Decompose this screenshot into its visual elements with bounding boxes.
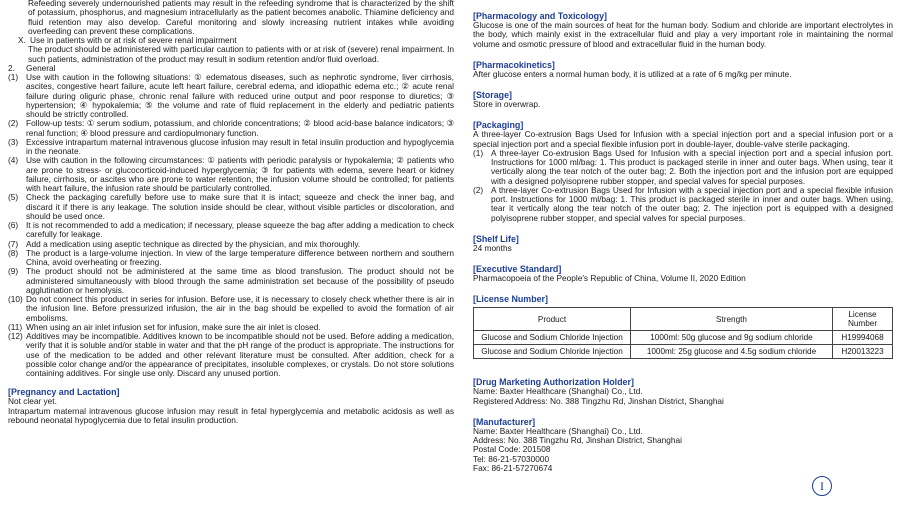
- spacer: [473, 359, 893, 377]
- list-item: [8, 267, 454, 295]
- list-item: [8, 73, 454, 119]
- list-item-text: Add a medication using aseptic technique as directed by the physician, and mix thoroughly.: [26, 238, 361, 249]
- list-item: [8, 295, 454, 323]
- spacer: [473, 79, 893, 90]
- list-item-text: Check the packaging carefully before use to make sure that it is intact; squeeze and check the inner bag, and discard it if there is any leakage. The solution inside should be clear, without visible particles or discoloration, and should be used once.: [26, 192, 454, 221]
- pregnancy-line-2: Intrapartum maternal intravenous glucose infusion may result in fetal hyperglycemia and metabolic acidosis as well as rebound neonatal hypoglycemia due to fetal insulin production.: [8, 405, 454, 425]
- item-x-body: The product should be administered with particular caution to patients with or at risk of (severe) renal impairment. In such patients, administration of the product may result in sodium retention and/or fluid overload.: [28, 44, 454, 64]
- list-item-number: (2): [8, 118, 19, 129]
- table-cell: 1000ml: 50g glucose and 9g sodium chloride: [631, 331, 833, 345]
- list-item-number: (4): [8, 155, 19, 166]
- list-item-text: It is not recommended to add a medication; if necessary, please squeeze the bag after adding a medication to check carefully for leakage.: [26, 220, 454, 240]
- spacer: [473, 253, 893, 264]
- spacer: [473, 283, 893, 294]
- holder-name: Name: Baxter Healthcare (Shanghai) Co., Ltd.: [473, 386, 643, 397]
- list-item-number: (9): [8, 266, 19, 277]
- pregnancy-line-1: Not clear yet.: [8, 396, 57, 407]
- list-item: [8, 156, 454, 193]
- page-mark-circle: I: [812, 476, 832, 496]
- pharmacology-text: Glucose is one of the main sources of heat for the human body. Sodium and chloride are important electrolytes in the body, which mainly exist in the extracellular fluid and play a very important role in maintaining the normal volume and osmotic pressure of blood and extracellular fluid in the human body.: [473, 20, 893, 49]
- list-item-number: (12): [8, 331, 23, 341]
- table-cell: Glucose and Sodium Chloride Injection: [474, 345, 631, 359]
- spacer: [473, 109, 893, 120]
- list-item: [8, 332, 454, 378]
- list-item-text: Additives may be incompatible. Additives known to be incompatible should not be used. Before adding a medication, verify that it is soluble and/or stable in water and that the pH range of the product is appropriate. The instructions for use of the medication to be added and other relevant literature must be consulted. After addition, check for a possible color change and/or the appearance of precipitates, insoluble complexes, or crystals. Do not store solutions containing additives. For single use only. Discard any unused portion.: [26, 331, 454, 378]
- manufacturer-address: Address: No. 388 Tingzhu Rd, Jinshan District, Shanghai: [473, 435, 682, 445]
- list-item-number: (3): [8, 136, 19, 147]
- list-item-text: Follow-up tests: ① serum sodium, potassium, and chloride concentrations; ② blood acid-base balance indicators; ③ renal function; ④ blood pressure and cardiopulmonary function.: [26, 118, 454, 138]
- executive-standard-heading: [Executive Standard]: [473, 264, 562, 274]
- packaging-item-number: (2): [473, 184, 484, 195]
- table-cell: Glucose and Sodium Chloride Injection: [474, 331, 631, 345]
- list-item-number: (11): [8, 321, 23, 332]
- table-row: [474, 345, 893, 359]
- table-cell: H19994068: [833, 331, 893, 345]
- right-column: [473, 11, 893, 473]
- packaging-text: A three-layer Co-extrusion Bags Used for Infusion with a special injection port and a special infusion port or a special injection port and a special flexible infusion port in double-layer, double-valve sterile packaging.: [473, 129, 893, 149]
- list-item-number: (5): [8, 192, 19, 203]
- list-item-number: (10): [8, 294, 23, 304]
- list-item-number: (7): [8, 238, 19, 249]
- license-table-header-row: [474, 308, 893, 331]
- spacer: [473, 406, 893, 417]
- item-x-title: Use in patients with or at risk of severe renal impairment: [30, 35, 237, 45]
- pharmacokinetics-text: After glucose enters a normal human body, it is utilized at a rate of 6 mg/kg per minute.: [473, 68, 792, 79]
- list-item: [8, 138, 454, 157]
- manufacturer-tel: Tel: 86-21-57030000: [473, 453, 550, 464]
- manufacturer-heading: [Manufacturer]: [473, 416, 536, 427]
- pregnancy-heading: [Pregnancy and Lactation]: [8, 387, 120, 398]
- table-row: [474, 331, 893, 345]
- list-item: [8, 221, 454, 240]
- list-item-text: The product should not be administered at the same time as blood transfusion. The product should not be administered simultaneously with blood through the same administration set because of the possibility of pseudo agglutination or hemolysis.: [26, 266, 454, 295]
- list-item-number: (1): [8, 72, 19, 82]
- list-item-text: Excessive intrapartum maternal intravenous glucose infusion may result in fetal insulin production and hypoglycemia in the neonate.: [26, 136, 454, 156]
- spacer: [473, 49, 893, 60]
- license-col-product: Product: [474, 308, 631, 331]
- pharmacology-heading: [Pharmacology and Toxicology]: [473, 11, 607, 21]
- general-number: 2.: [8, 62, 15, 73]
- storage-text: Store in overwrap.: [473, 99, 541, 109]
- holder-heading: [Drug Marketing Authorization Holder]: [473, 377, 634, 388]
- pharmacokinetics-heading: [Pharmacokinetics]: [473, 59, 555, 70]
- spacer: [8, 378, 454, 387]
- list-item-text: When using an air inlet infusion set for infusion, make sure the air inlet is closed.: [26, 321, 321, 332]
- list-item-number: (6): [8, 220, 19, 230]
- item-x-number: X.: [18, 35, 26, 45]
- license-number-heading: [License Number]: [473, 294, 548, 305]
- list-item: [8, 193, 454, 221]
- packaging-item: [473, 149, 893, 186]
- packaging-item: [473, 186, 893, 223]
- list-item-text: The product is a large-volume injection. In view of the large temperature difference between northern and southern China, avoid overheating or freezing.: [26, 247, 454, 267]
- packaging-item-text: A three-layer Co-extrusion Bags Used for Infusion with a special injection port and a special infusion port. Instructions for 1000 ml/bag: 1. This product is packaged sterile in inner and outer bags. When using, tear it vertically along the tear notch of the outer bag; 2. Both the injection port and the infusion port are equipped with a designed polyisoprene rubber stopper, and special valves for special purposes.: [491, 147, 893, 186]
- executive-standard-text: Pharmacopoeia of the People's Republic of China, Volume II, 2020 Edition: [473, 273, 746, 283]
- table-cell: H20013223: [833, 345, 893, 359]
- packaging-heading: [Packaging]: [473, 120, 524, 131]
- shelf-life-text: 24 months: [473, 242, 512, 253]
- table-cell: 1000ml: 25g glucose and 4.5g sodium chloride: [631, 345, 833, 359]
- license-col-strength: Strength: [631, 308, 833, 331]
- storage-heading: [Storage]: [473, 90, 512, 100]
- list-item: [8, 119, 454, 138]
- license-table: [473, 307, 893, 359]
- general-list: [8, 73, 454, 378]
- packaging-item-number: (1): [473, 147, 484, 158]
- refeeding-paragraph: Refeeding severely undernourished patients may result in the refeeding syndrome that is characterized by the shift of potassium, phosphorus, and magnesium intracellularly as the patient becomes anabolic. Thiamine deficiency and fluid retention may also develop. Careful monitoring and slowly increasing nutrient intakes while avoiding overfeeding can prevent these complications.: [28, 0, 454, 36]
- list-item-text: Use with caution in the following situations: ① edematous diseases, such as nephrotic syndrome, liver cirrhosis, ascites, congestive heart failure, acute left heart failure, cerebral edema, and idiopathic edema etc.; ② acute renal failure during oliguric phase, chronic renal failure with reduced urine output and poor response to diuretics; ③ hypertension; ④ hypokalemia; ⑤ the volume and rate of fluid replacement in the elderly and pediatric patients should be strictly controlled.: [26, 72, 454, 119]
- license-col-number: License Number: [833, 308, 893, 331]
- manufacturer-postal-code: Postal Code: 201508: [473, 444, 551, 455]
- list-item-text: Use with caution in the following circumstances: ① patients with periodic paralysis or hypokalemia; ② patients who are prone to stress- or glucocorticoid-induced hyperglycemia; ③ for patients with edema, severe heart or kidney failure, cirrhosis, or ascites who are prone to water retention, the infusion volume should be controlled; for patients with heart failure, the infusion rate should be particularly controlled.: [26, 155, 454, 193]
- spacer: [473, 223, 893, 234]
- list-item: [8, 249, 454, 268]
- shelf-life-heading: [Shelf Life]: [473, 233, 519, 244]
- manufacturer-name: Name: Baxter Healthcare (Shanghai) Co., Ltd.: [473, 425, 643, 436]
- general-label: General: [26, 62, 56, 73]
- holder-address: Registered Address: No. 388 Tingzhu Rd, Jinshan District, Shanghai: [473, 395, 724, 406]
- manufacturer-fax: Fax: 86-21-57270674: [473, 462, 553, 473]
- list-item-number: (8): [8, 247, 19, 258]
- left-column: [8, 0, 454, 425]
- list-item-text: Do not connect this product in series for infusion. Before use, it is necessary to closely check whether there is air in the infusion line. Before pressurized infusion, the air in the bag should be expelled to avoid the formation of air embolisms.: [26, 294, 454, 323]
- packaging-item-text: A three-layer Co-extrusion Bags Used for Infusion with a special injection port and a special flexible infusion port. Instructions for 1000 ml/bag: 1. This product is packaged sterile in inner and outer bags. When using, tear it vertically along the tear notch of the outer bag; 2. The injection port is equipped with a designed polyisoprene rubber stopper, and special valves for special purposes.: [491, 184, 893, 223]
